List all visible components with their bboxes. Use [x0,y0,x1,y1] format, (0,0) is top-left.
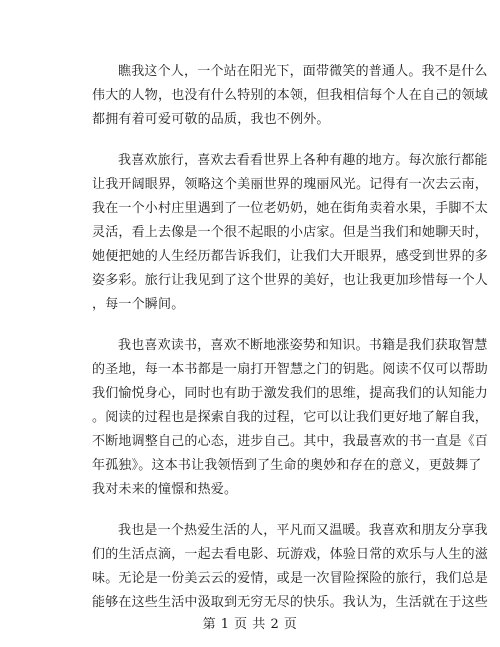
text-line: 味。无论是一份美云云的爱情，或是一次冒险探险的旅行，我们总是 [92,571,489,586]
text-line: 我对未来的憧憬和热爱。 [92,482,238,497]
page-footer: 第 1 页 共 2 页 [202,617,298,632]
text-line: 的圣地，每一本书都是一扇打开智慧之门的钥匙。阅读不仅可以帮助 [92,362,489,377]
paragraph-travel [92,149,489,317]
paragraph-life [92,519,489,615]
text-line: 们的生活点滴，一起去看电影、玩游戏，体验日常的欢乐与人生的滋 [92,547,489,562]
text-line: 我也喜欢读书，喜欢不断地涨姿势和知识。书籍是我们获取智慧 [118,338,488,353]
paragraph-reading [92,334,489,502]
text-line: 我也是一个热爱生活的人，平凡而又温暖。我喜欢和朋友分享我 [118,523,488,538]
text-line: 能够在这些生活中汲取到无穷无尽的快乐。我认为，生活就在于这些 [92,595,489,610]
text-line: 我喜欢旅行，喜欢去看看世界上各种有趣的地方。每次旅行都能 [118,153,488,168]
text-line: 伟大的人物，也没有什么特别的本领，但我相信每个人在自己的领域 [92,88,489,103]
text-line: 。阅读的过程也是探索自我的过程，它可以让我们更好地了解自我， [92,410,489,425]
text-line: ，每一个瞬间。 [92,297,185,312]
text-line: 灵活，看上去像是一个很不起眼的小店家。但是当我们和她聊天时， [92,225,489,240]
text-line: 我们愉悦身心，同时也有助于激发我们的思维，提高我们的认知能力 [92,386,489,401]
paragraph-intro [92,60,489,132]
text-line: 不断地调整自己的心态，进步自己。其中，我最喜欢的书一直是《百 [92,434,489,449]
text-line: 我在一个小村庄里遇到了一位老奶奶，她在街角卖着水果，手脚不太 [92,201,489,216]
text-line: 姿多彩。旅行让我见到了这个世界的美好，也让我更加珍惜每一个人 [92,273,489,288]
text-line: 让我开阔眼界，领略这个美丽世界的瑰丽风光。记得有一次去云南， [92,177,489,192]
text-line: 瞧我这个人，一个站在阳光下，面带微笑的普通人。我不是什么 [118,64,488,79]
document-body [92,60,489,632]
text-line: 年孤独》。这本书让我领悟到了生命的奥妙和存在的意义，更鼓舞了 [92,458,482,473]
text-line: 都拥有着可爱可敬的品质，我也不例外。 [92,112,330,127]
text-line: 她便把她的人生经历都告诉我们，让我们大开眼界，感受到世界的多 [92,249,489,264]
